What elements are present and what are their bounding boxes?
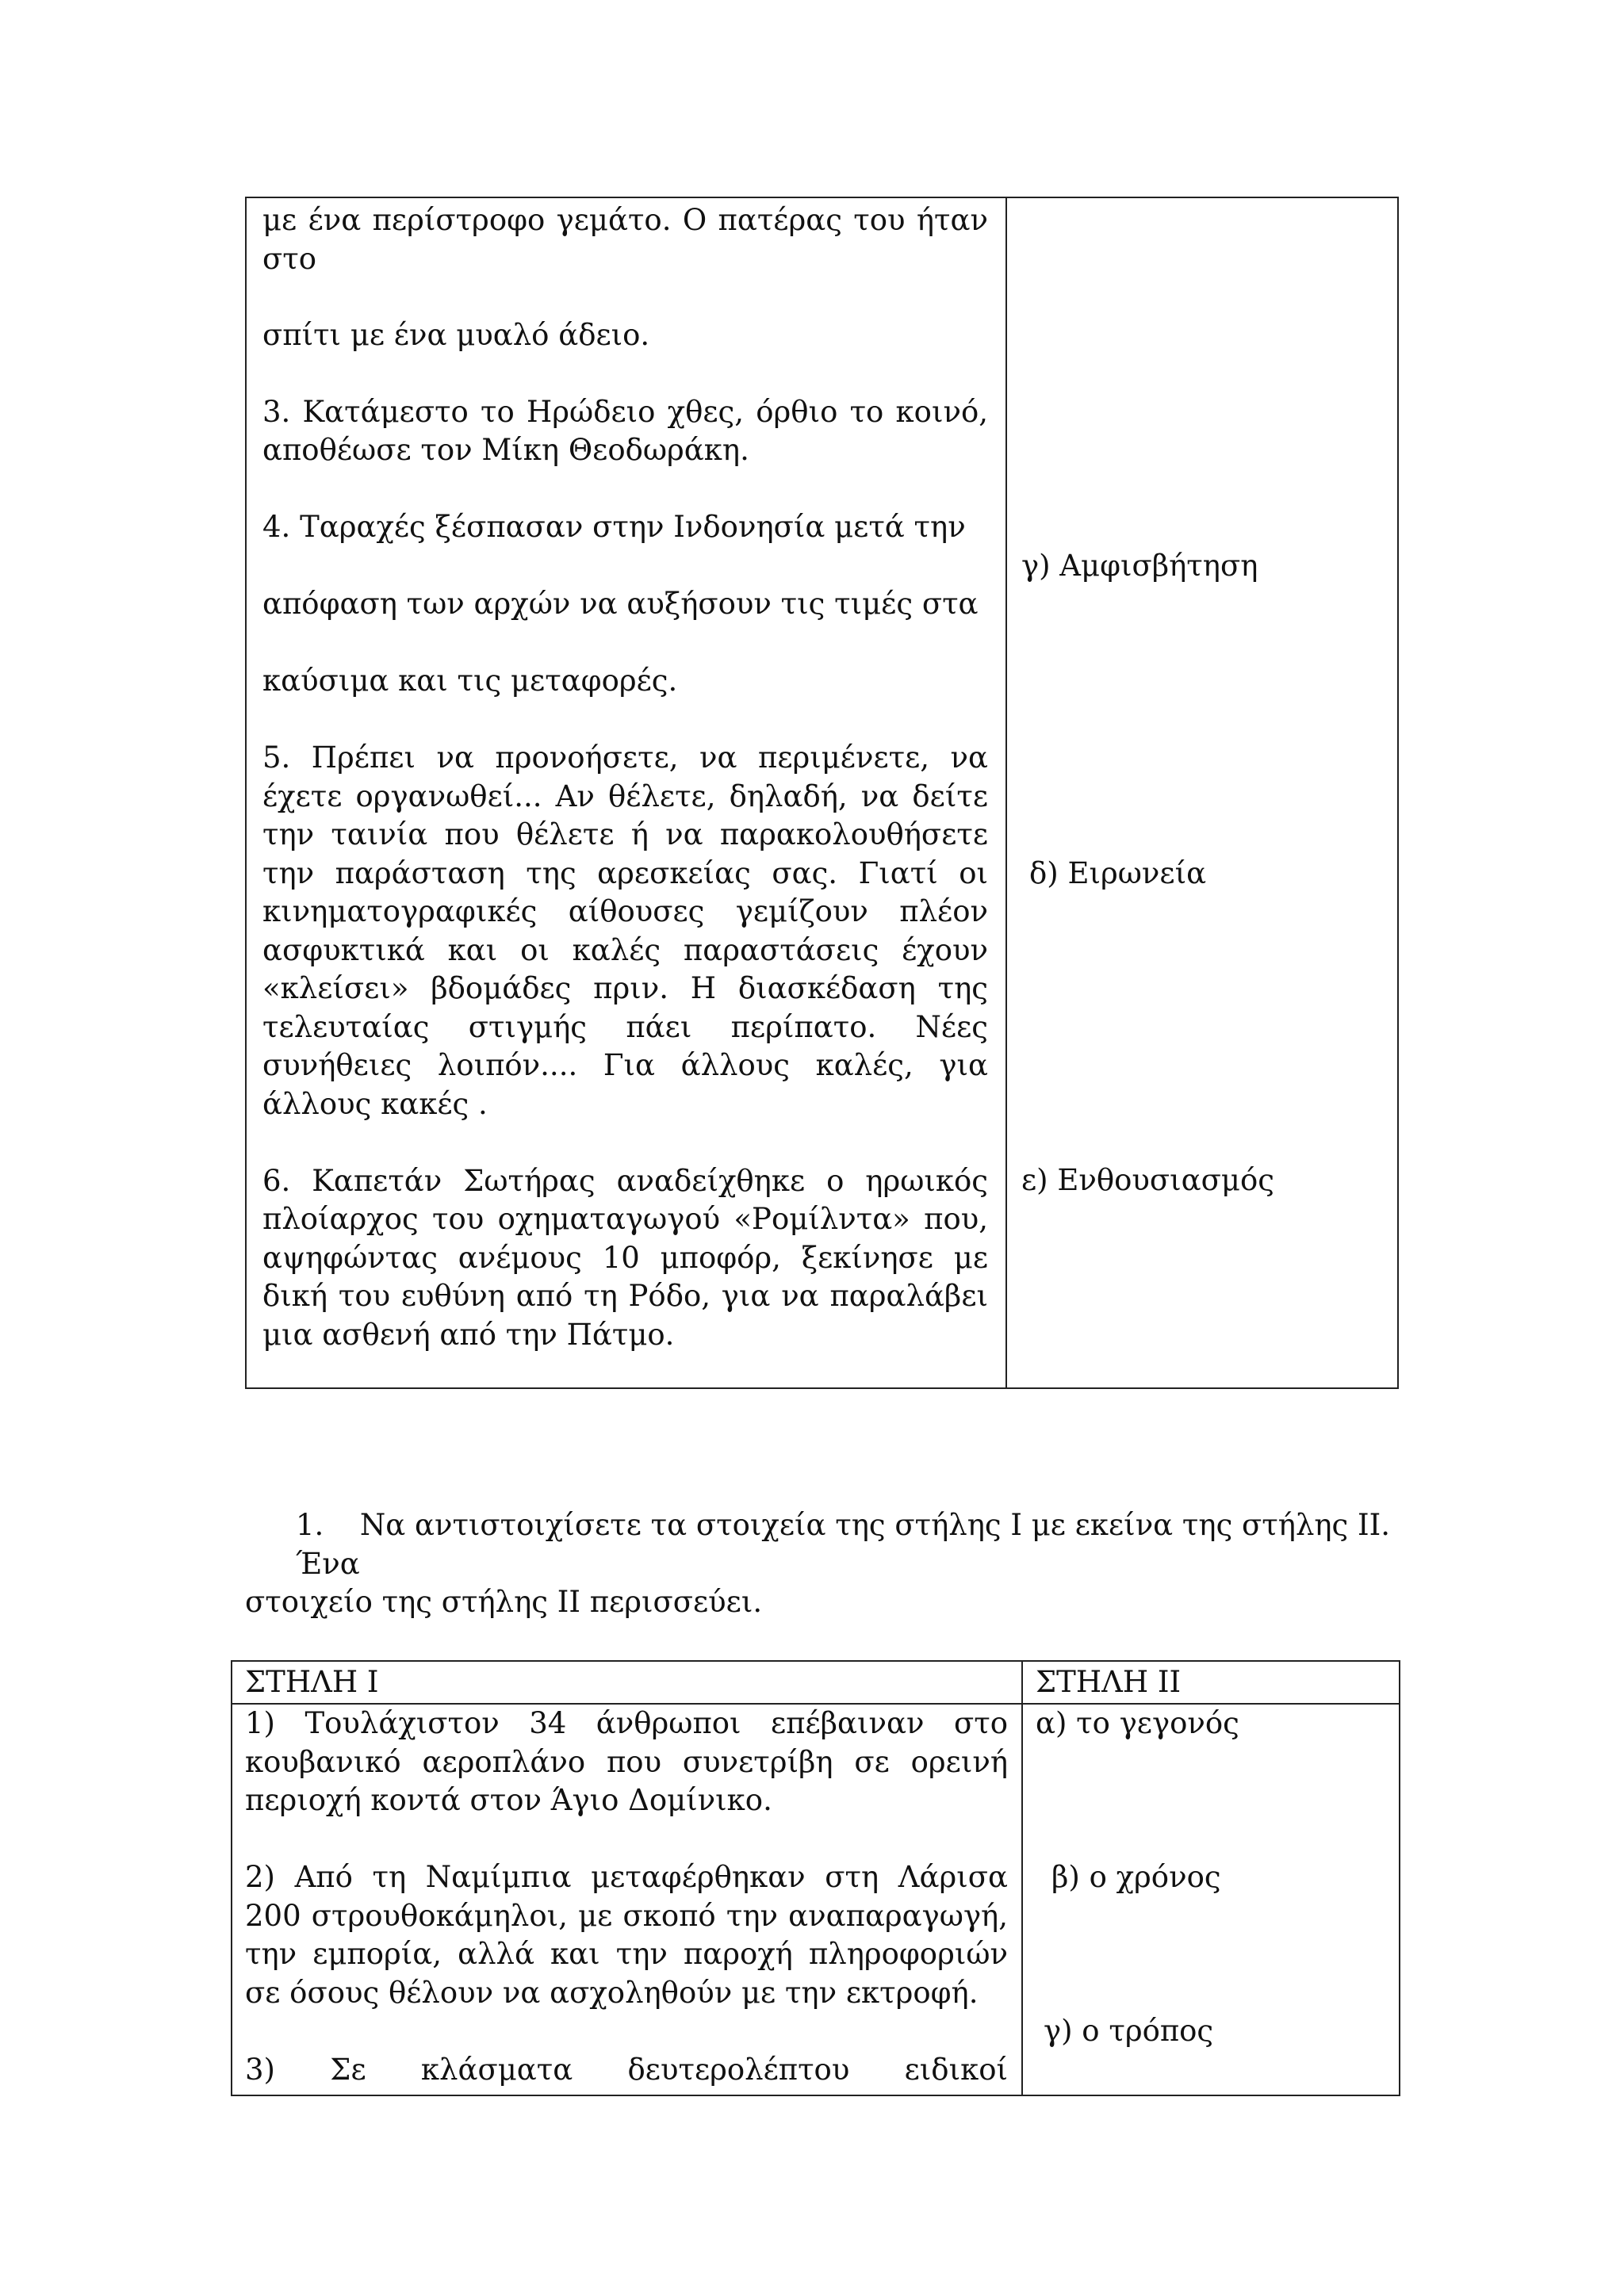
table1-paragraph: 6. Καπετάν Σωτήρας αναδείχθηκε ο ηρωικός πλοίαρχος του οχηματαγωγού «Ρομίλντα» που, αψηφώντας ανέμους 10 μποφόρ, ξεκίνησε με δική του ευθύνη από τη Ρόδο, για να παραλάβει μια ασθενή από την Πάτμο. bbox=[262, 1163, 998, 1352]
table2-left-column bbox=[245, 1705, 1017, 2089]
column2-item-b: β) ο χρόνος bbox=[1051, 1860, 1221, 1894]
column1-item: 3) Σε κλάσματα δευτερολέπτου ειδικοί bbox=[245, 2052, 1008, 2087]
instruction-text: Να αντιστοιχίσετε τα στοιχεία της στήλης Ι με εκείνα της στήλης ΙΙ. Ένα bbox=[296, 1508, 1391, 1581]
table1-option-c: γ) Αμφισβήτηση bbox=[1021, 549, 1258, 583]
table1-paragraph: με ένα περίστροφο γεμάτο. Ο πατέρας του ήταν στο bbox=[262, 203, 998, 276]
column1-item: 1) Τουλάχιστον 34 άνθρωποι επέβαιναν στο κουβανικό αεροπλάνο που συνετρίβη σε ορεινή περιοχή κοντά στον Άγιο Δομίνικο. bbox=[245, 1706, 1017, 1817]
table1-option-d: δ) Ειρωνεία bbox=[1029, 856, 1207, 890]
table1-paragraph: σπίτι με ένα μυαλό άδειο. bbox=[262, 317, 650, 352]
instruction-number: 1. bbox=[296, 1508, 324, 1542]
column-divider bbox=[1005, 198, 1007, 1387]
table1-paragraph: 5. Πρέπει να προνοήσετε, να περιμένετε, να έχετε οργανωθεί... Αν θέλετε, δηλαδή, να δείτε την ταινία που θέλετε ή να παρακολουθήσετε την παράσταση της αρεσκείας σας. Γιατί οι κινηματογραφικές αίθουσες γεμίζουν πλέον ασφυκτικά και οι καλές παραστάσεις έχουν «κλείσει» βδομάδες πριν. Η διασκέδαση της τελευταίας στιγμής πάει περίπατο. Νέες συνήθειες λοιπόν.... Για άλλους καλές, για άλλους κακές . bbox=[262, 740, 998, 1121]
matching-table-2 bbox=[231, 1660, 1400, 2096]
table1-paragraph: καύσιμα και τις μεταφορές. bbox=[262, 664, 678, 698]
table1-paragraph: 3. Κατάμεστο το Ηρώδειο χθες, όρθιο το κοινό, αποθέωσε τον Μίκη Θεοδωράκη. bbox=[262, 394, 998, 467]
column-header-2: ΣΤΗΛΗ ΙΙ bbox=[1036, 1665, 1182, 1699]
column2-item-c: γ) ο τρόπος bbox=[1044, 2014, 1214, 2048]
table1-paragraph: 4. Ταραχές ξέσπασαν στην Ινδονησία μετά την bbox=[262, 510, 966, 544]
instruction-line bbox=[296, 1506, 1406, 1583]
column-header-1: ΣΤΗΛΗ Ι bbox=[245, 1665, 379, 1699]
matching-table-1 bbox=[245, 197, 1399, 1389]
instruction-continuation: στοιχείο της στήλης ΙΙ περισσεύει. bbox=[245, 1585, 763, 1619]
column-divider bbox=[1021, 1662, 1023, 2095]
table1-option-e: ε) Ενθουσιασμός bbox=[1021, 1163, 1274, 1197]
column1-item: 2) Από τη Ναμίμπια μεταφέρθηκαν στη Λάρισα 200 στρουθοκάμηλοι, με σκοπό την αναπαραγωγή, την εμπορία, αλλά και την παροχή πληροφοριών σε όσους θέλουν να ασχοληθούν με την εκτροφή. bbox=[245, 1860, 1017, 2010]
table1-paragraph: απόφαση των αρχών να αυξήσουν τις τιμές στα bbox=[262, 587, 979, 621]
table1-left-column bbox=[262, 198, 998, 1354]
column2-item-a: α) το γεγονός bbox=[1036, 1706, 1239, 1740]
